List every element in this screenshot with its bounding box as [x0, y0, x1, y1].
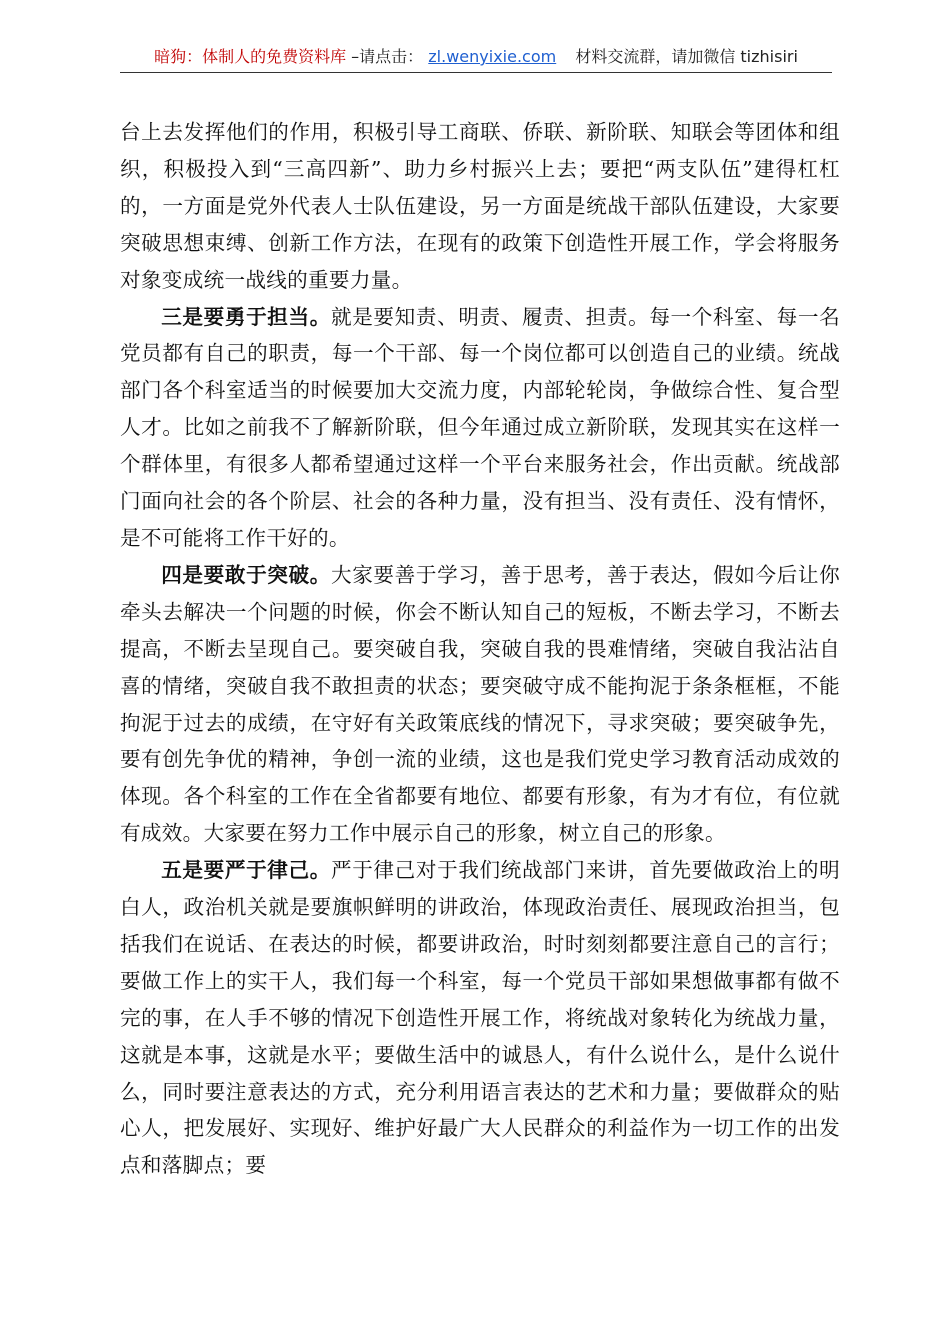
paragraph-point-three — [120, 299, 840, 557]
paragraph-text: 台上去发挥他们的作用，积极引导工商联、侨联、新阶联、知联会等团体和组织，积极投入到“三高四新”、助力乡村振兴上去；要把“两支队伍”建得杠杠的，一方面是党外代表人士队伍建设，另一方面是统战干部队伍建设，大家要突破思想束缚、创新工作方法，在现有的政策下创造性开展工作，学会将服务对象变成统一战线的重要力量。 — [120, 120, 840, 292]
header-title: 暗狗：体制人的免费资料库 — [154, 47, 347, 66]
paragraph-text: 大家要善于学习，善于思考，善于表达，假如今后让你牵头去解决一个问题的时候，你会不断认知自己的短板，不断去学习，不断去提高，不断去呈现自己。要突破自我，突破自我的畏难情绪，突破自我沾沾自喜的情绪，突破自我不敢担责的状态；要突破守成不能拘泥于条条框框，不能拘泥于过去的成绩，在守好有关政策底线的情况下，寻求突破；要突破争先，要有创先争优的精神，争创一流的业绩，这也是我们党史学习教育活动成效的体现。各个科室的工作在全省都要有地位、都要有形象，有为才有位，有位就有成效。大家要在努力工作中展示自己的形象，树立自己的形象。 — [120, 562, 841, 846]
page-header — [120, 44, 832, 70]
paragraph-heading: 三是要勇于担当。 — [161, 304, 331, 329]
paragraph-heading: 五是要严于律己。 — [161, 858, 331, 883]
paragraph-text: 就是要知责、明责、履责、担责。每一个科室、每一名党员都有自己的职责，每一个干部、每一个岗位都可以创造自己的业绩。统战部门各个科室适当的时候要加大交流力度，内部轮轮岗，争做综合性、复合型人才。比如之前我不了解新阶联，但今年通过成立新阶联，发现其实在这样一个群体里，有很多人都希望通过这样一个平台来服务社会，作出贡献。统战部门面向社会的各个阶层、社会的各种力量，没有担当、没有责任、没有情怀，是不可能将工作干好的。 — [120, 304, 841, 550]
paragraph-point-five — [120, 852, 840, 1184]
paragraph-continuation — [120, 114, 840, 299]
document-body — [120, 114, 840, 1184]
header-divider — [120, 72, 832, 73]
paragraph-text: 严于律己对于我们统战部门来讲，首先要做政治上的明白人，政治机关就是要旗帜鲜明的讲政治，体现政治责任、展现政治担当，包括我们在说话、在表达的时候，都要讲政治，时时刻刻都要注意自己的言行；要做工作上的实干人，我们每一个科室，每一个党员干部如果想做事都有做不完的事，在人手不够的情况下创造性开展工作，将统战对象转化为统战力量，这就是本事，这就是水平；要做生活中的诚恳人，有什么说什么，是什么说什么，同时要注意表达的方式，充分利用语言表达的艺术和力量；要做群众的贴心人，把发展好、实现好、维护好最广大人民群众的利益作为一切工作的出发点和落脚点；要 — [120, 858, 841, 1178]
header-contact: 材料交流群，请加微信 tizhisiri — [575, 47, 798, 66]
header-link[interactable]: zl.wenyixie.com — [428, 47, 557, 66]
paragraph-point-four — [120, 557, 840, 852]
paragraph-heading: 四是要敢于突破。 — [161, 562, 331, 587]
header-prompt: –请点击： — [351, 47, 424, 66]
